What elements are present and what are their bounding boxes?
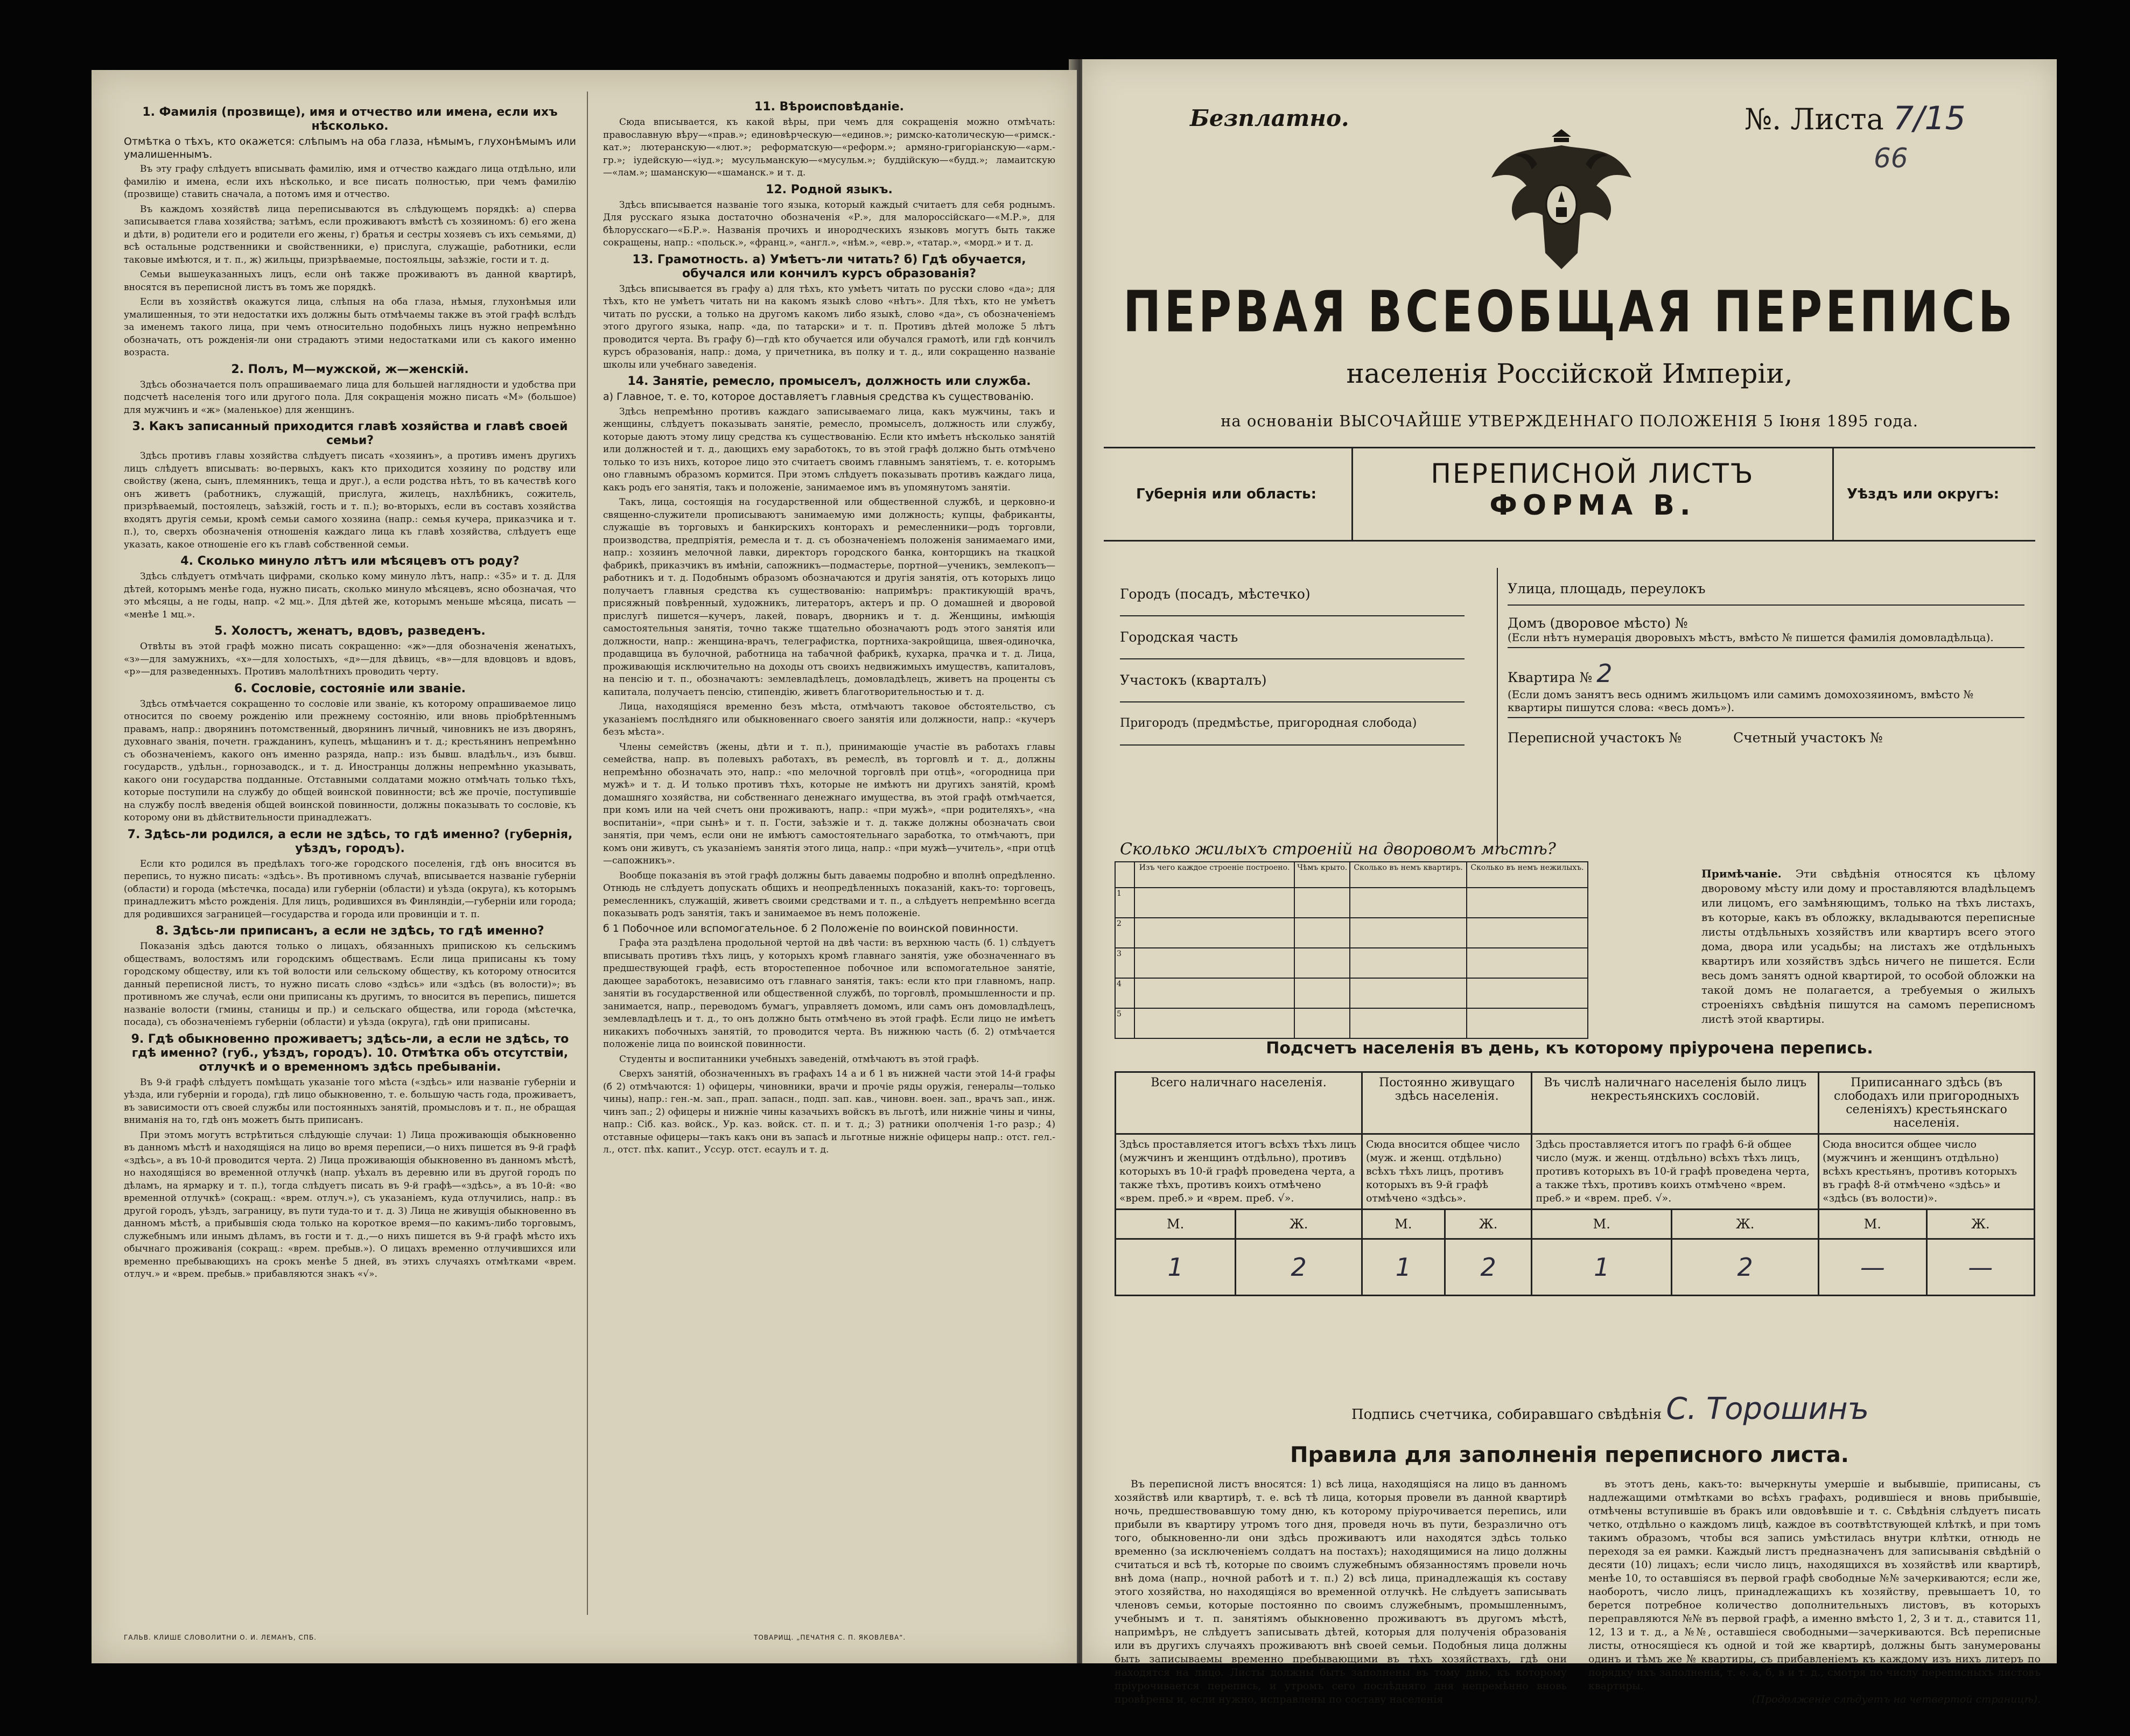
census-main-title: ПЕРВАЯ ВСЕОБЩАЯ ПЕРЕПИСЬ [1123,278,2016,345]
table-cell [1350,918,1467,948]
continued-note: (Продолженіе слѣдуетъ на четвертой страницѣ). [1752,1693,2041,1705]
column-divider [587,92,588,1615]
town-field: Городъ (посадъ, мѣстечко) [1120,573,1465,616]
instruction-paragraph: При этомъ могутъ встрѣтиться слѣдующіе случаи: 1) Лица проживающія обыкновенно въ данномъ мѣстѣ и находящіяся на лицо во время переписи,—о нихъ пишется въ 9-й графѣ «здѣсь», а въ 10-й проводится черта. 2) Лица проживающія обыкновенно въ данномъ мѣстѣ, но находящіяся во временной отлучкѣ (напр. уѣхалъ въ деревню или въ другой городъ по дѣламъ, на ярмарку и т. п.), тогда слѣдуетъ писать въ 9-й графѣ—«здѣсь», а въ 10-й: «во временной отлучкѣ» (сокращ.: «врем. отлуч.»), съ указаніемъ, куда отлучились, напр.: въ другой городъ, уѣздъ, заграницу, въ пути туда-то и т. д. 3) Лица не живущія обыкновенно въ данномъ мѣстѣ, а прибывшія сюда только на короткое время—по какимъ-либо торговымъ, служебнымъ или инымъ дѣламъ, въ гости и т. д.,—о нихъ пишется въ 9-й графѣ мѣсто ихъ обычнаго проживанія (сокращ.: «врем. пребыв.»). О лицахъ временно отлучившихся или временно пребывающихъ на срокъ менѣе 5 дней, въ этихъ случаяхъ отмѣтками «врем. отлуч.» и «врем. пребыв.» прибавляются знакъ «√». [124,1129,576,1280]
row-number: 1 [1115,888,1134,918]
table-header-cell: Изъ чего каждое строеніе построено. [1134,862,1294,888]
instructions-column-left [124,102,576,1283]
table-cell [1294,1008,1350,1038]
sex-label: Ж. [1445,1210,1532,1239]
address-divider [1497,568,1498,848]
count-description-cell: Сюда вносится общее число (муж. и женщ. отдѣльно) всѣхъ тѣхъ лицъ, противъ которыхъ въ 9-й графѣ отмѣчено «здѣсь». [1362,1134,1531,1210]
instruction-heading: 6. Сословіе, состояніе или званіе. [234,681,466,695]
form-title: ПЕРЕПИСНОЙ ЛИСТЪ [1431,458,1755,489]
flat-label: Квартира № [1508,670,1593,685]
instruction-heading: 4. Сколько минуло лѣтъ или мѣсяцевъ отъ роду? [180,554,520,568]
buildings-question: Сколько жилыхъ строеній на дворовомъ мѣстѣ? [1120,840,1556,859]
table-cell [1294,918,1350,948]
instruction-paragraph: Сверхъ занятій, обозначенныхъ въ графахъ 14 а и б 1 въ нижней части этой 14-й графы (б 2) отмѣчаются: 1) офицеры, чиновники, врачи и прочіе ряды оружія, генералы—только чины), напр.: ген.-м. зап., прап. запасн., подп. зап. кав., чиновн. воен. зап., врачъ зап., инж. чинъ зап.; 2) офицеры и нижніе чины казачьихъ войскъ въ льготѣ, или нижніе чины и чины, напр.: Сіб. каз. войск., Ур. каз. войск. ст. п. и т. д.; 3) ратники ополченія 1-го разр.; 4) отставные офицеры—такъ какъ они въ запасѣ и льготные нижніе офицеры напр.: отст. гел.-л., отст. пѣх. капит., Уссур. отст. есаулъ и т. д. [603,1069,1055,1155]
instruction-paragraph: Здѣсь вписывается названіе того языка, который каждый считаетъ для себя роднымъ. Для русскаго языка достаточно обозначенія «Р.», для малороссійскаго—«М.Р.», для бѣлорусскаго—«Б.Р.». Названія прочихъ и инородческихъ языковъ могутъ быть также сокращены, напр.: «польск.», «франц.», «англ.», «нѣм.», «евр.», «татар.», «морд.» и т. д. [603,199,1055,248]
table-cell [1350,1008,1467,1038]
count-value-handwritten: 2 [1236,1239,1362,1296]
rules-text: Въ переписной листъ вносятся: 1) всѣ лица, находящіяся на лицо въ данномъ хозяйствѣ или квартирѣ, т. е. всѣ тѣ лица, которыя провели въ данной квартирѣ ночь, предшествовавшую тому дню, къ которому пріурочивается перепись, или прибыли въ квартиру утромъ того дня, проведя ночь въ пути, безразлично отъ того, обыкновенно-ли они здѣсь проживаютъ или находятся здѣсь только временно (за исключеніемъ солдатъ на постахъ); находящимися на лицо должны считаться и всѣ тѣ, которые по своимъ служебнымъ обязанностямъ провели ночь внѣ дома (напр., ночной работѣ и т. п.) 2) всѣ лица, принадлежащія къ составу этого хозяйства, но находящіяся во временной отлучкѣ. Не слѣдуетъ записывать членовъ семьи, которые постоянно по своимъ служебнымъ, промышленнымъ, учебнымъ и т. п. занятіямъ обыкновенно проживаютъ въ другомъ мѣстѣ, напримѣръ, не слѣдуетъ записывать дѣтей, которыя для полученія образованія или въ другихъ случаяхъ проживаютъ внѣ своей семьи. Подобныя лица должны быть записываемы временно пребывающими въ тѣхъ хозяйствахъ, гдѣ они находятся на лицо. Листы должны быть заполнены въ тому дню, къ которому пріурочивается перепись, и утромъ сего послѣдняго дня непремѣнно вновь провѣрены и, если нужно, исправлены по составу населенія [1115,1478,1567,1705]
instruction-paragraph: Показанія здѣсь даются только о лицахъ, обязанныхъ припискою къ сельскимъ обществамъ, волостямъ или городскимъ обществамъ. Если лица приписаны къ тому городскому обществу, или къ той волости или сельскому обществу, къ которому относится данный переписной листъ, то нужно писать слово «здѣсь» или «здѣсь (въ волости)»; въ противномъ же случаѣ, если они приписаны къ другимъ, то вносится въ перепись, пишется названіе волости (гмины, станицы и пр.) и сельскаго общества, или города (мѣстечка, посада), съ обозначеніемъ губерніи (области) и уѣзда (округа), гдѣ они приписаны. [124,941,576,1028]
printer-imprint-right: ТОВАРИЩ. „ПЕЧАТНЯ С. П. ЯКОВЛЕВА“. [754,1634,906,1641]
sex-label: Ж. [1236,1210,1362,1239]
count-description-cell: Здѣсь проставляется итогъ всѣхъ тѣхъ лицъ (мужчинъ и женщинъ отдѣльно), противъ которыхъ въ 10-й графѣ проведена черта, а также тѣхъ, противъ коихъ отмѣчено «врем. преб.» и «врем. преб. √». [1116,1134,1362,1210]
instruction-paragraph: Здѣсь непремѣнно противъ каждаго записываемаго лица, какъ мужчины, такъ и женщины, слѣдуетъ показывать занятіе, ремесло, промыселъ, должность или службу, которые даютъ этому лицу средства къ существованію. Если кто имѣетъ нѣсколько занятій или должностей и т. д., дающихъ ему заработокъ, то въ этой графѣ должно быть отмѣчено только то изъ нихъ, которое лицо это считаетъ своимъ главнымъ занятіемъ, т. е. которымъ оно главнымъ образомъ кормится. При этомъ слѣдуетъ показывать противъ каждаго лица, какъ родъ его занятія, такъ и положеніе, занимаемое имъ въ упомянутомъ занятіи. [603,406,1055,493]
count-value-handwritten: — [1926,1239,2034,1296]
table-cell [1134,978,1294,1008]
table-row [1115,948,1588,978]
instruction-lead: Отмѣтка о тѣхъ, кто окажется: слѣпымъ на оба глаза, нѣмымъ, глухонѣмымъ или умалишеннымъ. [124,136,576,160]
instruction-paragraph: Здѣсь вписывается въ графу а) для тѣхъ, кто умѣетъ читать по русски слово «да»; для тѣхъ, кто не умѣетъ читать ни на какомъ языкѣ слово «нѣтъ». Для тѣхъ, кто не умѣетъ читать по русски, а только на другомъ какомъ либо языкѣ, слово «да», съ обозначеніемъ этого другого языка, напр. «да, по татарски» и т. п. Противъ дѣтей моложе 5 лѣтъ проводится черта. Въ графу б)—гдѣ кто обучается или обучался грамотѣ, или гдѣ кончилъ курсъ образованія, напр.: дома, у причетника, въ полку и т. д., или сокращенно названіе школы или учебнаго заведенія. [603,283,1055,370]
sheet-number-handwritten: 7/15 [1893,100,1966,137]
table-cell [1467,918,1588,948]
instruction-paragraph: Здѣсь противъ главы хозяйства слѣдуетъ писать «хозяинъ», а противъ именъ другихъ лицъ слѣдуетъ вписывать: во-первыхъ, какъ кто приходится хозяину по родству или свойству (жена, сынъ, племянникъ, теща и друг.), а если родства нѣтъ, то въ качествѣ кого онъ живетъ (работникъ, служащій, прислуга, жилецъ, нахлѣбникъ, сожитель, призрѣваемый, постоялецъ, заѣзжій, гость и т. п.); во-вторыхъ, если въ составъ хозяйства входятъ другія семьи, кромѣ семьи самого хозяина (напр.: семья кучера, приказчика и т. п.), то, сверхъ обозначенія отношенія каждаго лица къ главѣ хозяйства, слѣдуетъ еще указать, какое отношеніе его къ главѣ собственной семьи. [124,451,576,550]
section-fields [1508,730,2024,746]
city-part-field: Городская часть [1120,616,1465,659]
table-cell [1350,888,1467,918]
instruction-paragraph: Члены семействъ (жены, дѣти и т. п.), принимающіе участіе въ работахъ главы семейства, напр. въ полевыхъ работахъ, въ ремеслѣ, въ торговлѣ и т. д., должны непремѣнно обозначать это, напр.: «по мелочной торговлѣ при отцѣ», «огородница при мужѣ» и т. д. И только противъ тѣхъ, которые не имѣютъ ни другихъ занятій, кромѣ домашняго хозяйства, ни собственнаго денежнаго имущества, въ этой графѣ отмѣчается, при комъ или на чей счетъ они проживаютъ, напр.: «при мужѣ», «при родителяхъ», «на воспитаніи», «при сынѣ» и т. п. Гости, заѣзжіе и т. д. также должны обозначать свои занятія, при чемъ, если они не имѣютъ самостоятельнаго заработка, то отмѣчаютъ, при комъ они живутъ, съ указаніемъ занятія этого лица, напр.: «при мужѣ—учитель», «при отцѣ—сапожникъ». [603,741,1055,866]
table-row [1115,918,1588,948]
address-right-fields [1508,573,2024,746]
instruction-lead: б 1 Побочное или вспомогательное. б 2 Положеніе по воинской повинности. [603,922,1019,934]
precinct-field: Участокъ (кварталъ) [1120,659,1465,702]
row-number: 5 [1115,1008,1134,1038]
instruction-heading: 3. Какъ записанный приходится главѣ хозяйства и главѣ своей семьи? [132,420,568,447]
district-label: Уѣздъ или округъ: [1847,486,1999,502]
sheet-number [1744,100,1966,174]
instruction-heading: 5. Холостъ, женатъ, вдовъ, разведенъ. [214,624,486,638]
table-cell [1134,1008,1294,1038]
table-cell [1294,888,1350,918]
population-count-title: Подсчетъ населенія въ день, къ которому пріурочена перепись. [1266,1039,1873,1058]
instruction-heading: 1. Фамилія (прозвище), имя и отчество или имена, если ихъ нѣсколько. [142,106,558,133]
instruction-heading: 13. Грамотность. а) Умѣетъ-ли читать? б) Гдѣ обучается, обучался или кончилъ курсъ образованія? [632,252,1026,280]
count-description-cell: Сюда вносится общее число (мужчинъ и женщинъ отдѣльно) всѣхъ крестьянъ, противъ которыхъ въ графѣ 8-й отмѣчено «здѣсь» и «здѣсь (въ волости)». [1819,1134,2035,1210]
flat-note: (Если домъ занятъ весь однимъ жильцомъ или самимъ домохозяиномъ, вмѣсто № квартиры пишутся слова: «весь домъ»). [1508,688,2024,718]
rules-column-left [1115,1478,1567,1706]
flat-field [1508,659,2024,688]
instruction-heading: 8. Здѣсь-ли приписанъ, а если не здѣсь, то гдѣ именно? [156,924,544,938]
house-note: (Если нѣтъ нумерація дворовыхъ мѣстъ, вмѣсто № пишется фамилія домовладѣльца). [1508,631,2024,648]
table-cell [1294,948,1350,978]
instruction-paragraph: Въ каждомъ хозяйствѣ лица переписываются въ слѣдующемъ порядкѣ: а) сперва записывается глава хозяйства; затѣмъ, если проживаютъ вмѣстѣ съ хозяиномъ: б) его жена и дѣти, в) родители его и родители его жены, г) братья и сестры хозяевъ съ ихъ семьями, д) всѣ остальные родственники и свойственники, е) прислуга, служащіе, работники, если таковые имѣются, и т. п., ж) жильцы, призрѣваемые, постояльцы, заѣзжіе, гости и т. д. [124,203,576,265]
signature-handwritten: С. Торошинъ [1666,1391,1869,1426]
form-title-box [1351,448,1834,540]
address-left-fields [1120,573,1465,746]
table-header-cell: Сколько въ немъ нежилыхъ. [1467,862,1588,888]
instruction-paragraph: Такъ, лица, состоящія на государственной или общественной службѣ, и церковно-и священно-служители прописываютъ занимаемую ими должность; купцы, фабриканты, служащіе въ торговыхъ и банкирскихъ конторахъ и ремесленники—родъ торговли, производства, предпріятія, ремесла и т. д. съ обозначеніемъ положенія занимаемаго ими, напр.: хозяинъ мелочной лавки, директоръ городского банка, конторщикъ на ткацкой фабрикѣ, приказчикъ въ имѣніи, сапожникъ—подмастерье, портной—ученикъ, землекопъ—работникъ и т. д. Подобнымъ образомъ обозначаются и другія занятія, отъ которыхъ лицо получаетъ главныя средства къ существованію: напримѣръ: практикующій врачъ, присяжный повѣренный, художникъ, литераторъ, актеръ и пр. О домашней и дворовой прислугѣ пишется—кучеръ, лакей, поваръ, дворникъ и т. д. Женщины, имѣющія самостоятельныя занятія, точно также тщательно обозначаютъ родъ этого занятія или должности, напр.: женщина-врачъ, телеграфистка, портниха-закройщица, швея-одиночка, продавщица въ булочной, работница на табачной фабрикѣ, кухарка, прачка и т. д. Лица, проживающія исключительно на доходы отъ своихъ недвижимыхъ имуществъ, капиталовъ, на пенсію и т. п., обозначаютъ: землевладѣлецъ, домовладѣлецъ, живетъ на проценты съ капитала, получаетъ пенсію, стипендію, живетъ благотворительностью и т. д. [603,497,1055,698]
sex-label: М. [1819,1210,1926,1239]
census-subtitle: населенія Россійской Имперіи, [1346,358,1793,389]
buildings-table-header [1115,862,1588,888]
count-value-handwritten: 2 [1445,1239,1532,1296]
sex-label: М. [1532,1210,1672,1239]
count-value-handwritten: — [1819,1239,1926,1296]
instruction-paragraph: Здѣсь отмѣчается сокращенно то сословіе или званіе, къ которому опрашиваемое лицо относится по своему рожденію или прежнему состоянію, или вновь пріобрѣтеннымъ правамъ, напр.: дворянинъ потомственный, дворянинъ личный, чиновникъ не изъ дворянъ, духовнаго званія, почетн. гражданинъ, купецъ, мѣщанинъ и т. д.; крестьянинъ непремѣнно съ обозначеніемъ, какого онъ именно разряда, напр.: изъ бывш. владѣльч., изъ бывш. государств., удѣльн., горнозаводск., и т. д. Иностранцы должны непремѣнно указывать, какого они государства подданные. Отставными солдатами можно отмѣчать только тѣхъ, которые поступили на службу до общей воинской повинности; всѣ же прочіе, поступившіе на службу послѣ введенія общей воинской повинности, должны показывать то сословіе, къ которому они въ дѣйствительности принадлежатъ. [124,698,576,823]
street-field: Улица, площадь, переулокъ [1508,573,2024,606]
instruction-paragraph: Семьи вышеуказанныхъ лицъ, если онѣ также проживаютъ въ данной квартирѣ, вносятся въ переписной листъ въ томъ же порядкѣ. [124,269,576,293]
sex-label: М. [1362,1210,1445,1239]
instruction-paragraph: Графа эта раздѣлена продольной чертой на двѣ части: въ верхнюю часть (б. 1) слѣдуетъ вписывать противъ тѣхъ лицъ, у которыхъ кромѣ главнаго занятія, уже обозначеннаго въ предшествующей графѣ, есть второстепенное побочное или вспомогательное занятіе, дающее заработокъ, независимо отъ главнаго занятія, такъ: если кто при главномъ, напр. занятіи въ государственной или общественной службѣ, по торговлѣ, промышленности и пр. занимается, напр., переводомъ бумагъ, управляетъ домомъ, или самъ онъ домовладѣлецъ, землевладѣлецъ и т. д., то онъ должно быть отмѣчено въ этой графѣ. Если лицо не имѣетъ никакихъ побочныхъ занятій, то проводится черта. Въ нижнюю часть (б. 2) отмѣчается положеніе лица по воинской повинности. [603,938,1055,1050]
table-header-cell [1115,862,1134,888]
instruction-heading: 14. Занятіе, ремесло, промыселъ, должность или служба. [627,375,1031,388]
instructions-column-right [603,97,1055,1159]
count-value-handwritten: 1 [1116,1239,1236,1296]
sheet-number-label: №. Листа [1744,102,1884,136]
count-description-row [1116,1134,2035,1210]
row-number: 2 [1115,918,1134,948]
suburb-field: Пригородъ (предмѣстье, пригородная слобода) [1120,702,1465,746]
enumerator-signature [1351,1391,1869,1426]
province-label: Губернія или область: [1136,486,1316,502]
table-cell [1134,948,1294,978]
sex-label: Ж. [1672,1210,1819,1239]
row-number: 3 [1115,948,1134,978]
signature-label: Подпись счетчика, собиравшаго свѣдѣнія [1351,1407,1662,1423]
instruction-heading: 2. Полъ, М—мужской, ж—женскій. [231,362,469,376]
instruction-heading: 9. Гдѣ обыкновенно проживаетъ; здѣсь-ли, а если не здѣсь, то гдѣ именно? (губ., уѣздъ, городъ). 10. Отмѣтка объ отсутствіи, отлучкѣ и о временномъ здѣсь пребываніи. [131,1032,569,1074]
form-code: ФОРМА В. [1489,489,1696,522]
table-cell [1350,978,1467,1008]
free-of-charge-label: Безплатно. [1190,105,1349,131]
count-header-cell: Приписаннаго здѣсь (въ слободахъ или пригородныхъ селеніяхъ) крестьянскаго населенія. [1819,1072,2035,1134]
left-page-instructions [92,70,1077,1663]
table-cell [1467,948,1588,978]
instruction-paragraph: Здѣсь обозначается полъ опрашиваемаго лица для большей наглядности и удобства при подсчетѣ населенія того или другого пола. Для сокращенія можно писать «М» (большое) для мужчинъ и «ж» (маленькое) для женщинъ. [124,379,576,416]
instruction-paragraph: Студенты и воспитанники учебныхъ заведеній, отмѣчаютъ въ этой графѣ. [619,1053,979,1065]
count-header-cell: Постоянно живущаго здѣсь населенія. [1362,1072,1531,1134]
instruction-paragraph: Отвѣты въ этой графѣ можно писать сокращенно: «ж»—для обозначенія женатыхъ, «з»—для замужнихъ, «х»—для холостыхъ, «д»—для дѣвицъ, «в»—для вдовцовъ и вдовъ, «р»—для разведенныхъ. Противъ малолѣтнихъ проводить черту. [124,641,576,677]
rules-text: въ этотъ день, какъ-то: вычеркнуты умершіе и выбывшіе, приписаны, съ надлежащими отмѣтками во всѣхъ графахъ, родившіеся и вновь прибывшіе, отмѣчены вступившіе въ бракъ или овдовѣвшіе и т. с. Свѣдѣнія слѣдуетъ писать четко, отдѣльно о каждомъ лицѣ, каждое въ соотвѣтствующей клѣткѣ, и при томъ такимъ образомъ, чтобы вся запись умѣстилась внутри клѣтки, отнюдь не переходя за ея рамки. Каждый листъ предназначенъ для записыванія свѣдѣній о десяти (10) лицахъ; если число лицъ, находящихся въ хозяйствѣ или квартирѣ, менѣе 10, то оставшіяся въ первой графѣ свободные №№ зачеркиваются; если же, наоборотъ, число лицъ, принадлежащихъ къ хозяйству, превышаетъ 10, то берется потребное количество дополнительныхъ листовъ, въ которыхъ переправляются №№ въ первой графѣ, а именно вмѣсто 1, 2, 3 и т. д., ставится 11, 12, 13 и т. д., а №№, оставшіеся свободными—зачеркиваются. Всѣ переписные листы, относящіеся къ одной и той же квартирѣ, должны быть занумерованы одинъ и тѣмъ же № квартиры, съ прибавленіемъ къ каждому изъ нихъ литеръ по порядку ихъ заполненія, т. е. а, б, в и т. д., смотря по числу переписныхъ листовъ квартиры. [1588,1478,2041,1692]
table-row [1115,1008,1588,1038]
count-value-handwritten: 1 [1532,1239,1672,1296]
instruction-paragraph: Сюда вписывается, къ какой вѣры, при чемъ для сокращенія можно отмѣчать: православную вѣру—«прав.»; единовѣрческую—«единов.»; римско-католическую—«римск.-кат.»; лютеранскую—«лют.»; реформатскую—«реформ.»; армяно-григоріанскую—«арм.-гр.»; іудейскую—«іуд.»; мусульманскую—«мусульм.»; буддійскую—«будд.»; ламаитскую—«лам.»; шаманскую—«шаманск.» и т. д. [603,117,1055,178]
legal-basis-line: на основаніи ВЫСОЧАЙШЕ УТВЕРЖДЕННАГО ПОЛОЖЕНІЯ 5 Іюня 1895 года. [1221,412,1918,430]
table-cell [1134,918,1294,948]
table-header-cell: Сколько въ немъ квартиръ. [1350,862,1467,888]
instruction-heading: 12. Родной языкъ. [766,182,893,196]
table-row [1115,888,1588,918]
table-cell [1467,1008,1588,1038]
buildings-table [1115,861,1588,1039]
printer-imprint-left: ГАЛЬВ. КЛИШЕ СЛОВОЛИТНИ О. И. ЛЕМАНЪ, СПБ. [124,1634,317,1641]
row-number: 4 [1115,978,1134,1008]
table-cell [1350,948,1467,978]
table-cell [1294,978,1350,1008]
count-description-cell: Здѣсь проставляется итогъ по графѣ 6-й общее число (муж. и женщ. отдѣльно) всѣхъ тѣхъ лицъ, противъ которыхъ въ 10-й графѣ проведена черта, а также тѣхъ, противъ коихъ отмѣчено «врем. преб.» и «врем. преб. √». [1532,1134,1819,1210]
instruction-paragraph: Вообще показанія въ этой графѣ должны быть даваемы подробно и вполнѣ опредѣленно. Отнюдь не слѣдуетъ допускать общихъ и неопредѣленныхъ показаній, какъ-то: торговецъ, ремесленникъ, служащій, живетъ своими средствами и т. п., а слѣдуетъ непремѣнно всегда показывать родъ занятія, такъ и занимаемое въ немъ положеніе. [603,870,1055,919]
sheet-number-handwritten-extra: 66 [1874,143,1908,174]
instruction-paragraph: Здѣсь слѣдуетъ отмѣчать цифрами, сколько кому минуло лѣтъ, напр.: «35» и т. д. Для дѣтей, которымъ менѣе года, нужно писать, сколько минуло мѣсяцевъ, ясно обозначая, что это мѣсяцы, а не годы, напр. «2 мц.». Для дѣтей же, которымъ меньше мѣсяца, писать — «менѣе 1 мц.». [124,571,576,620]
table-header-cell: Чѣмъ крыто. [1294,862,1350,888]
instruction-paragraph: Въ 9-й графѣ слѣдуетъ помѣщать указаніе того мѣста («здѣсь» или названіе губерніи и уѣзда, или губерніи и города), гдѣ лицо обыкновенно, т. е. большую часть года, проживаетъ, въ зависимости отъ своей службы или постоянныхъ занятій, промысловъ и т. п., не обращая вниманія на то, гдѣ онъ можетъ быть приписанъ. [124,1077,576,1126]
instruction-heading: 7. Здѣсь-ли родился, а если не здѣсь, то гдѣ именно? (губернія, уѣздъ, городъ). [127,827,573,855]
table-cell [1134,888,1294,918]
form-header-box [1104,447,2035,542]
sex-label-row [1116,1210,2035,1239]
count-section-label: Счетный участокъ № [1733,730,1883,746]
count-header-row [1116,1072,2035,1134]
instruction-paragraph: Если въ хозяйствѣ окажутся лица, слѣпыя на оба глаза, нѣмыя, глухонѣмыя или умалишенныя, то эти недостатки ихъ должны быть отмѣчаемы также въ этой графѣ вслѣдъ за именемъ такого лица, при чемъ относительно подобныхъ лицъ нужно непремѣнно обозначать, отъ рожденія-ли они страдаютъ этими недостатками или съ какого именно возраста. [124,297,576,358]
count-value-handwritten: 1 [1362,1239,1445,1296]
population-count-table [1115,1071,2035,1296]
count-values-row [1116,1239,2035,1296]
rules-column-right [1588,1478,2041,1706]
count-header-cell: Всего наличнаго населенія. [1116,1072,1362,1134]
buildings-remark [1701,867,2035,1027]
table-cell [1467,978,1588,1008]
imperial-eagle-emblem [1486,113,1637,280]
instruction-heading: 11. Вѣроисповѣданіе. [754,100,904,114]
remark-text: Эти свѣдѣнія относятся къ цѣлому дворовому мѣсту или дому и проставляются владѣльцемъ или лицомъ, его замѣняющимъ, только на тѣхъ листахъ, въ которые, какъ въ обложку, вкладываются переписные листы отдѣльныхъ хозяйствъ или квартиръ всего этого дома, двора или усадьбы; на листахъ же отдѣльныхъ квартиръ или хозяйствъ здѣсь ничего не пишется. Если весь домъ занятъ одной квартирой, то особой обложки на такой домъ не полагается, а требуемыя о жилыхъ строеніяхъ свѣдѣнія пишутся на самомъ переписномъ листѣ этой квартиры. [1701,867,2035,1025]
instruction-paragraph: Если кто родился въ предѣлахъ того-же городского поселенія, гдѣ онъ вносится въ перепись, то нужно писать: «здѣсь». Въ противномъ случаѣ, вписывается названіе губерніи (области) и города (мѣстечка, посада) или губерніи (области) и уѣзда (округа), къ которымъ принадлежитъ мѣсто рожденія. Для лицъ, родившихся въ Финляндіи,—губерніи или города; для родившихся заграницей—государства и города или провинціи и т. п. [124,858,576,920]
instruction-lead: а) Главное, т. е. то, которое доставляетъ главныя средства къ существованію. [603,391,1034,403]
instruction-paragraph: Въ эту графу слѣдуетъ вписывать фамилію, имя и отчество каждаго лица отдѣльно, или фамилію и имена, если ихъ нѣсколько, и все писать полностью, при чемъ фамилію (прозвище) ставить сначала, а потомъ имя и отчество. [124,164,576,200]
rules-title: Правила для заполненія переписного листа. [1290,1443,1849,1467]
table-cell [1467,888,1588,918]
sex-label: Ж. [1926,1210,2034,1239]
table-row [1115,978,1588,1008]
flat-value-handwritten: 2 [1596,659,1613,688]
sex-label: М. [1116,1210,1236,1239]
house-field: Домъ (дворовое мѣсто) № [1508,615,1688,631]
count-header-cell: Въ числѣ наличнаго населенія было лицъ некрестьянскихъ сословій. [1532,1072,1819,1134]
remark-title: Примѣчаніе. [1701,867,1782,880]
right-page-census-form [1082,59,2057,1705]
instruction-paragraph: Лица, находящіяся временно безъ мѣста, отмѣчаютъ таковое обстоятельство, съ указаніемъ послѣдняго или обыкновеннаго своего занятія или должности, напр.: «кучеръ безъ мѣста». [603,701,1055,737]
census-section-label: Переписной участокъ № [1508,730,1682,746]
count-value-handwritten: 2 [1672,1239,1819,1296]
